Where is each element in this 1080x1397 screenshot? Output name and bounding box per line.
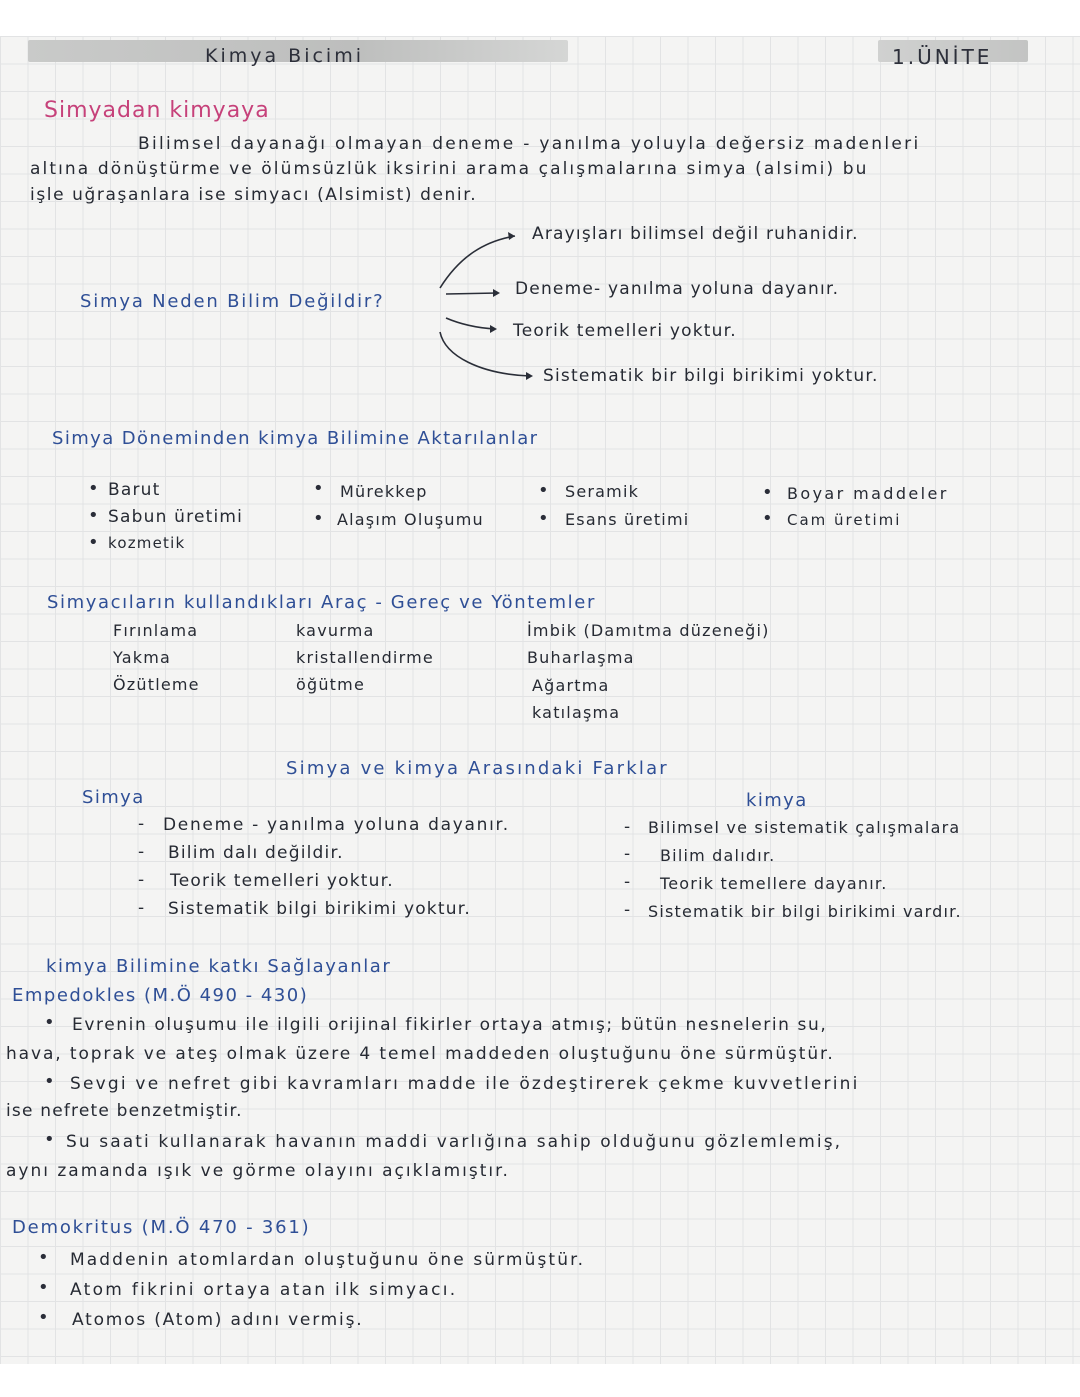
demokritus-name: Demokritus (M.Ö 470 - 361)	[12, 1217, 311, 1238]
transfer-item: Barut	[108, 480, 161, 500]
unit-label: 1.ÜNİTE	[892, 45, 993, 69]
why-answer: Sistematik bir bilgi birikimi yoktur.	[543, 366, 879, 386]
transfer-item: Mürekkep	[340, 482, 428, 501]
kimya-item: Bilim dalıdır.	[660, 846, 776, 865]
bullet-icon: •	[44, 1012, 55, 1033]
dash-icon: -	[624, 817, 632, 837]
tool-item: öğütme	[296, 675, 365, 694]
dash-icon: -	[138, 898, 146, 918]
transfer-item: Cam üretimi	[787, 511, 902, 529]
transfer-item: Alaşım Oluşumu	[337, 510, 484, 529]
transfer-item: Esans üretimi	[565, 510, 690, 529]
tools-heading: Simyacıların kullandıkları Araç - Gereç ve Yöntemler	[47, 592, 596, 613]
bullet-icon: •	[44, 1129, 55, 1150]
arrow-3	[446, 318, 495, 329]
bullet-icon: •	[762, 482, 773, 503]
tool-item: kavurma	[296, 621, 375, 640]
simya-item: Sistematik bilgi birikimi yoktur.	[168, 899, 471, 919]
arrow-2	[446, 293, 498, 294]
empedokles-line: aynı zamanda ışık ve görme olayını açıklamıştır.	[6, 1161, 510, 1181]
bullet-icon: •	[313, 478, 324, 499]
empedokles-line: hava, toprak ve ateş olmak üzere 4 temel maddeden oluştuğunu öne sürmüştür.	[6, 1044, 835, 1064]
tool-item: İmbik (Damıtma düzeneği)	[527, 621, 770, 640]
intro-line: Bilimsel dayanağı olmayan deneme - yanılma yoluyla değersiz madenleri	[138, 134, 921, 154]
kimya-item: Sistematik bir bilgi birikimi vardır.	[648, 902, 962, 921]
tool-item: Özütleme	[113, 675, 200, 694]
why-answer: Arayışları bilimsel değil ruhanidir.	[532, 224, 859, 244]
dash-icon: -	[624, 900, 632, 920]
why-answer: Teorik temelleri yoktur.	[513, 321, 737, 341]
bullet-icon: •	[88, 532, 99, 553]
diff-kimya-title: kimya	[746, 790, 808, 811]
transfer-item: kozmetik	[108, 534, 186, 552]
dash-icon: -	[624, 872, 632, 892]
empedokles-line: Su saati kullanarak havanın maddi varlığına sahip olduğunu gözlemlemiş,	[66, 1132, 843, 1152]
intro-line: altına dönüştürme ve ölümsüzlük iksirini arama çalışmalarına simya (alsimi) bu	[30, 159, 869, 179]
empedokles-name: Empedokles (M.Ö 490 - 430)	[12, 985, 309, 1006]
bullet-icon: •	[44, 1071, 55, 1092]
transfer-item: Boyar maddeler	[787, 484, 949, 503]
dash-icon: -	[138, 870, 146, 890]
bullet-icon: •	[538, 508, 549, 529]
contributors-heading: kimya Bilimine katkı Sağlayanlar	[46, 956, 392, 977]
why-question: Simya Neden Bilim Değildir?	[80, 291, 385, 312]
kimya-item: Bilimsel ve sistematik çalışmalara	[648, 818, 961, 837]
diff-heading: Simya ve kimya Arasındaki Farklar	[286, 758, 669, 779]
tool-item: kristallendirme	[296, 648, 434, 667]
kimya-item: Teorik temellere dayanır.	[660, 874, 888, 893]
bullet-icon: •	[88, 478, 99, 499]
bullet-icon: •	[538, 480, 549, 501]
empedokles-line: Evrenin oluşumu ile ilgili orijinal fikirler ortaya atmış; bütün nesnelerin su,	[72, 1015, 828, 1035]
dash-icon: -	[624, 844, 632, 864]
intro-line: işle uğraşanlara ise simyacı (Alsimist) denir.	[30, 185, 478, 205]
tool-item: Yakma	[113, 648, 172, 667]
bullet-icon: •	[88, 505, 99, 526]
simya-item: Teorik temelleri yoktur.	[170, 871, 394, 891]
diff-simya-title: Simya	[82, 787, 145, 808]
intro-heading: Simyadan kimyaya	[44, 98, 270, 123]
demokritus-line: Atomos (Atom) adını vermiş.	[72, 1310, 364, 1330]
demokritus-line: Maddenin atomlardan oluştuğunu öne sürmüştür.	[70, 1250, 586, 1270]
bullet-icon: •	[313, 508, 324, 529]
empedokles-line: Sevgi ve nefret gibi kavramları madde ile özdeştirerek çekme kuvvetlerini	[70, 1074, 860, 1094]
bullet-icon: •	[38, 1307, 49, 1328]
transfer-item: Seramik	[565, 482, 640, 501]
simya-item: Bilim dalı değildir.	[168, 843, 344, 863]
simya-item: Deneme - yanılma yoluna dayanır.	[163, 815, 510, 835]
transfer-item: Sabun üretimi	[108, 507, 244, 527]
bullet-icon: •	[38, 1277, 49, 1298]
bullet-icon: •	[38, 1247, 49, 1268]
empedokles-line: ise nefrete benzetmiştir.	[6, 1101, 243, 1121]
tool-item: katılaşma	[532, 703, 621, 722]
demokritus-line: Atom fikrini ortaya atan ilk simyacı.	[70, 1280, 458, 1300]
tool-item: Buharlaşma	[527, 648, 635, 667]
dash-icon: -	[138, 842, 146, 862]
transfers-heading: Simya Döneminden kimya Bilimine Aktarılanlar	[52, 428, 539, 449]
notebook-page	[0, 36, 1080, 1364]
dash-icon: -	[138, 814, 146, 834]
arrow-1	[440, 236, 515, 288]
tool-item: Ağartma	[532, 676, 610, 695]
tool-item: Fırınlama	[113, 621, 199, 640]
bullet-icon: •	[762, 508, 773, 529]
page-title: Kimya Bicimi	[205, 45, 364, 67]
arrow-4	[440, 332, 530, 376]
why-answer: Deneme- yanılma yoluna dayanır.	[515, 279, 840, 299]
